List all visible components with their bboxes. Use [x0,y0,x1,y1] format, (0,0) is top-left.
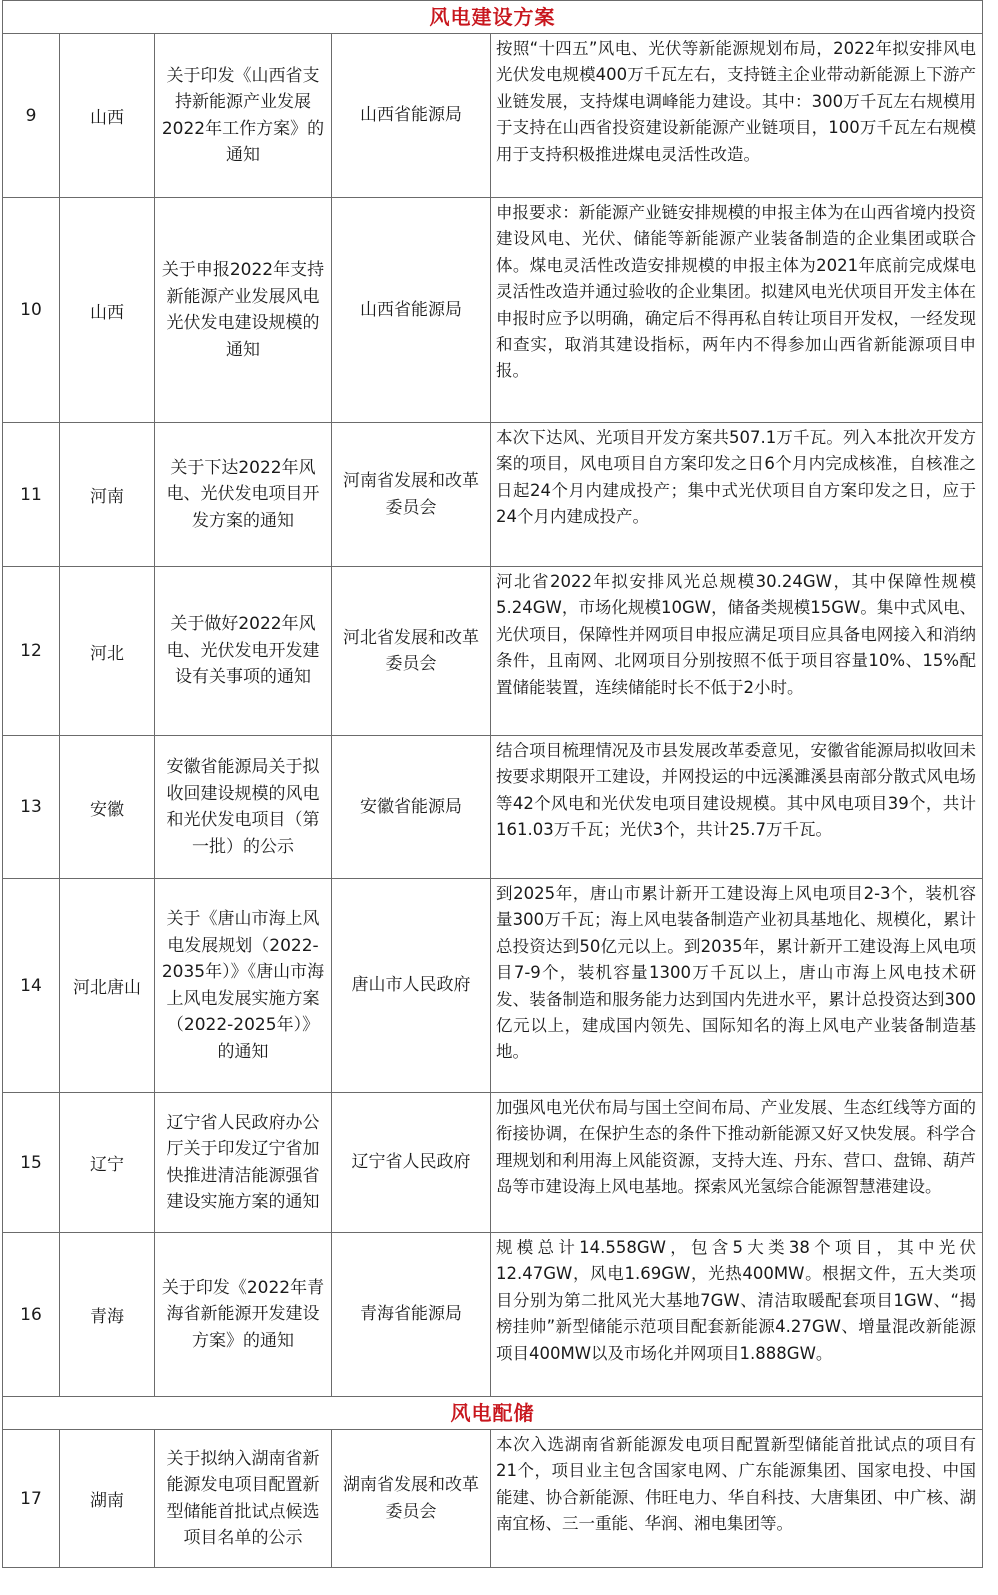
row-number: 14 [3,879,60,1093]
row-content: 本次入选湖南省新能源发电项目配置新型储能首批试点的项目有21个，项目业主包含国家电网、广东能源集团、国家电投、中国能建、协合新能源、伟旺电力、华自科技、大唐集团、中广核、湖南宜杨、三一重能、华润、湘电集团等。 [491,1430,983,1568]
row-agency: 唐山市人民政府 [332,879,491,1093]
row-document-title: 关于《唐山市海上风电发展规划（2022-2035年）》《唐山市海上风电发展实施方案（2022-2025年）》的通知 [155,879,332,1093]
row-province: 山西 [60,198,155,423]
row-document-title: 关于下达2022年风电、光伏发电项目开发方案的通知 [155,423,332,567]
row-agency: 河南省发展和改革委员会 [332,423,491,567]
table-row [3,567,983,736]
row-number: 10 [3,198,60,423]
row-agency: 辽宁省人民政府 [332,1093,491,1233]
row-province: 青海 [60,1233,155,1397]
row-content: 结合项目梳理情况及市县发展改革委意见，安徽省能源局拟收回未按要求期限开工建设，并网投运的中远溪濉溪县南部分散式风电场等42个风电和光伏发电项目建设规模。其中风电项目39个，共计161.03万千瓦；光伏3个，共计25.7万千瓦。 [491,736,983,879]
row-document-title: 辽宁省人民政府办公厅关于印发辽宁省加快推进清洁能源强省建设实施方案的通知 [155,1093,332,1233]
row-content: 规模总计14.558GW，包含5大类38个项目，其中光伏12.47GW，风电1.69GW，光热400MW。根据文件，五大类项目分别为第二批风光大基地7GW、清洁取暖配套项目1GW、“揭榜挂帅”新型储能示范项目配套新能源4.27GW、增量混改新能源项目400MW以及市场化并网项目1.888GW。 [491,1233,983,1397]
row-document-title: 关于做好2022年风电、光伏发电开发建设有关事项的通知 [155,567,332,736]
row-province: 河南 [60,423,155,567]
section-header-wind-construction: 风电建设方案 [3,1,983,34]
row-province: 河北 [60,567,155,736]
section-header-wind-storage: 风电配储 [3,1397,983,1430]
row-agency: 山西省能源局 [332,198,491,423]
row-number: 12 [3,567,60,736]
table-row [3,198,983,423]
row-province: 湖南 [60,1430,155,1568]
row-number: 13 [3,736,60,879]
row-content: 河北省2022年拟安排风光总规模30.24GW，其中保障性规模5.24GW，市场化规模10GW，储备类规模15GW。集中式风电、光伏项目，保障性并网项目申报应满足项目应具备电网接入和消纳条件，且南网、北网项目分别按照不低于项目容量10%、15%配置储能装置，连续储能时长不低于2小时。 [491,567,983,736]
table-row [3,34,983,198]
row-agency: 湖南省发展和改革委员会 [332,1430,491,1568]
row-number: 9 [3,34,60,198]
row-document-title: 关于印发《山西省支持新能源产业发展2022年工作方案》的通知 [155,34,332,198]
table-row [3,1233,983,1397]
row-number: 15 [3,1093,60,1233]
table-row [3,1430,983,1568]
table-row [3,879,983,1093]
row-province: 安徽 [60,736,155,879]
row-agency: 山西省能源局 [332,34,491,198]
row-province: 辽宁 [60,1093,155,1233]
row-agency: 安徽省能源局 [332,736,491,879]
row-number: 17 [3,1430,60,1568]
row-content: 按照“十四五”风电、光伏等新能源规划布局，2022年拟安排风电光伏发电规模400万千瓦左右，支持链主企业带动新能源上下游产业链发展，支持煤电调峰能力建设。其中：300万千瓦左右规模用于支持在山西省投资建设新能源产业链项目，100万千瓦左右规模用于支持积极推进煤电灵活性改造。 [491,34,983,198]
row-document-title: 关于印发《2022年青海省新能源开发建设方案》的通知 [155,1233,332,1397]
row-content: 本次下达风、光项目开发方案共507.1万千瓦。列入本批次开发方案的项目，风电项目自方案印发之日6个月内完成核准，自核准之日起24个月内建成投产；集中式光伏项目自方案印发之日，应于24个月内建成投产。 [491,423,983,567]
row-content: 申报要求：新能源产业链安排规模的申报主体为在山西省境内投资建设风电、光伏、储能等新能源产业装备制造的企业集团或联合体。煤电灵活性改造安排规模的申报主体为2021年底前完成煤电灵活性改造并通过验收的企业集团。拟建风电光伏项目开发主体在申报时应予以明确，确定后不得再私自转让项目开发权，一经发现和查实，取消其建设指标，两年内不得参加山西省新能源项目申报。 [491,198,983,423]
policy-table [2,0,983,1568]
row-number: 16 [3,1233,60,1397]
section-header-row [3,1,983,34]
row-content: 加强风电光伏布局与国土空间布局、产业发展、生态红线等方面的衔接协调，在保护生态的条件下推动新能源又好又快发展。科学合理规划和利用海上风能资源，支持大连、丹东、营口、盘锦、葫芦岛等市建设海上风电基地。探索风光氢综合能源智慧港建设。 [491,1093,983,1233]
row-document-title: 安徽省能源局关于拟收回建设规模的风电和光伏发电项目（第一批）的公示 [155,736,332,879]
row-province: 河北唐山 [60,879,155,1093]
row-agency: 青海省能源局 [332,1233,491,1397]
row-content: 到2025年，唐山市累计新开工建设海上风电项目2-3个，装机容量300万千瓦；海上风电装备制造产业初具基地化、规模化，累计总投资达到50亿元以上。到2035年，累计新开工建设海上风电项目7-9个，装机容量1300万千瓦以上，唐山市海上风电技术研发、装备制造和服务能力达到国内先进水平，累计总投资达到300亿元以上，建成国内领先、国际知名的海上风电产业装备制造基地。 [491,879,983,1093]
row-province: 山西 [60,34,155,198]
table-row [3,736,983,879]
row-document-title: 关于申报2022年支持新能源产业发展风电光伏发电建设规模的通知 [155,198,332,423]
row-number: 11 [3,423,60,567]
table-row [3,423,983,567]
row-document-title: 关于拟纳入湖南省新能源发电项目配置新型储能首批试点候选项目名单的公示 [155,1430,332,1568]
row-agency: 河北省发展和改革委员会 [332,567,491,736]
table-row [3,1093,983,1233]
section-header-row [3,1397,983,1430]
